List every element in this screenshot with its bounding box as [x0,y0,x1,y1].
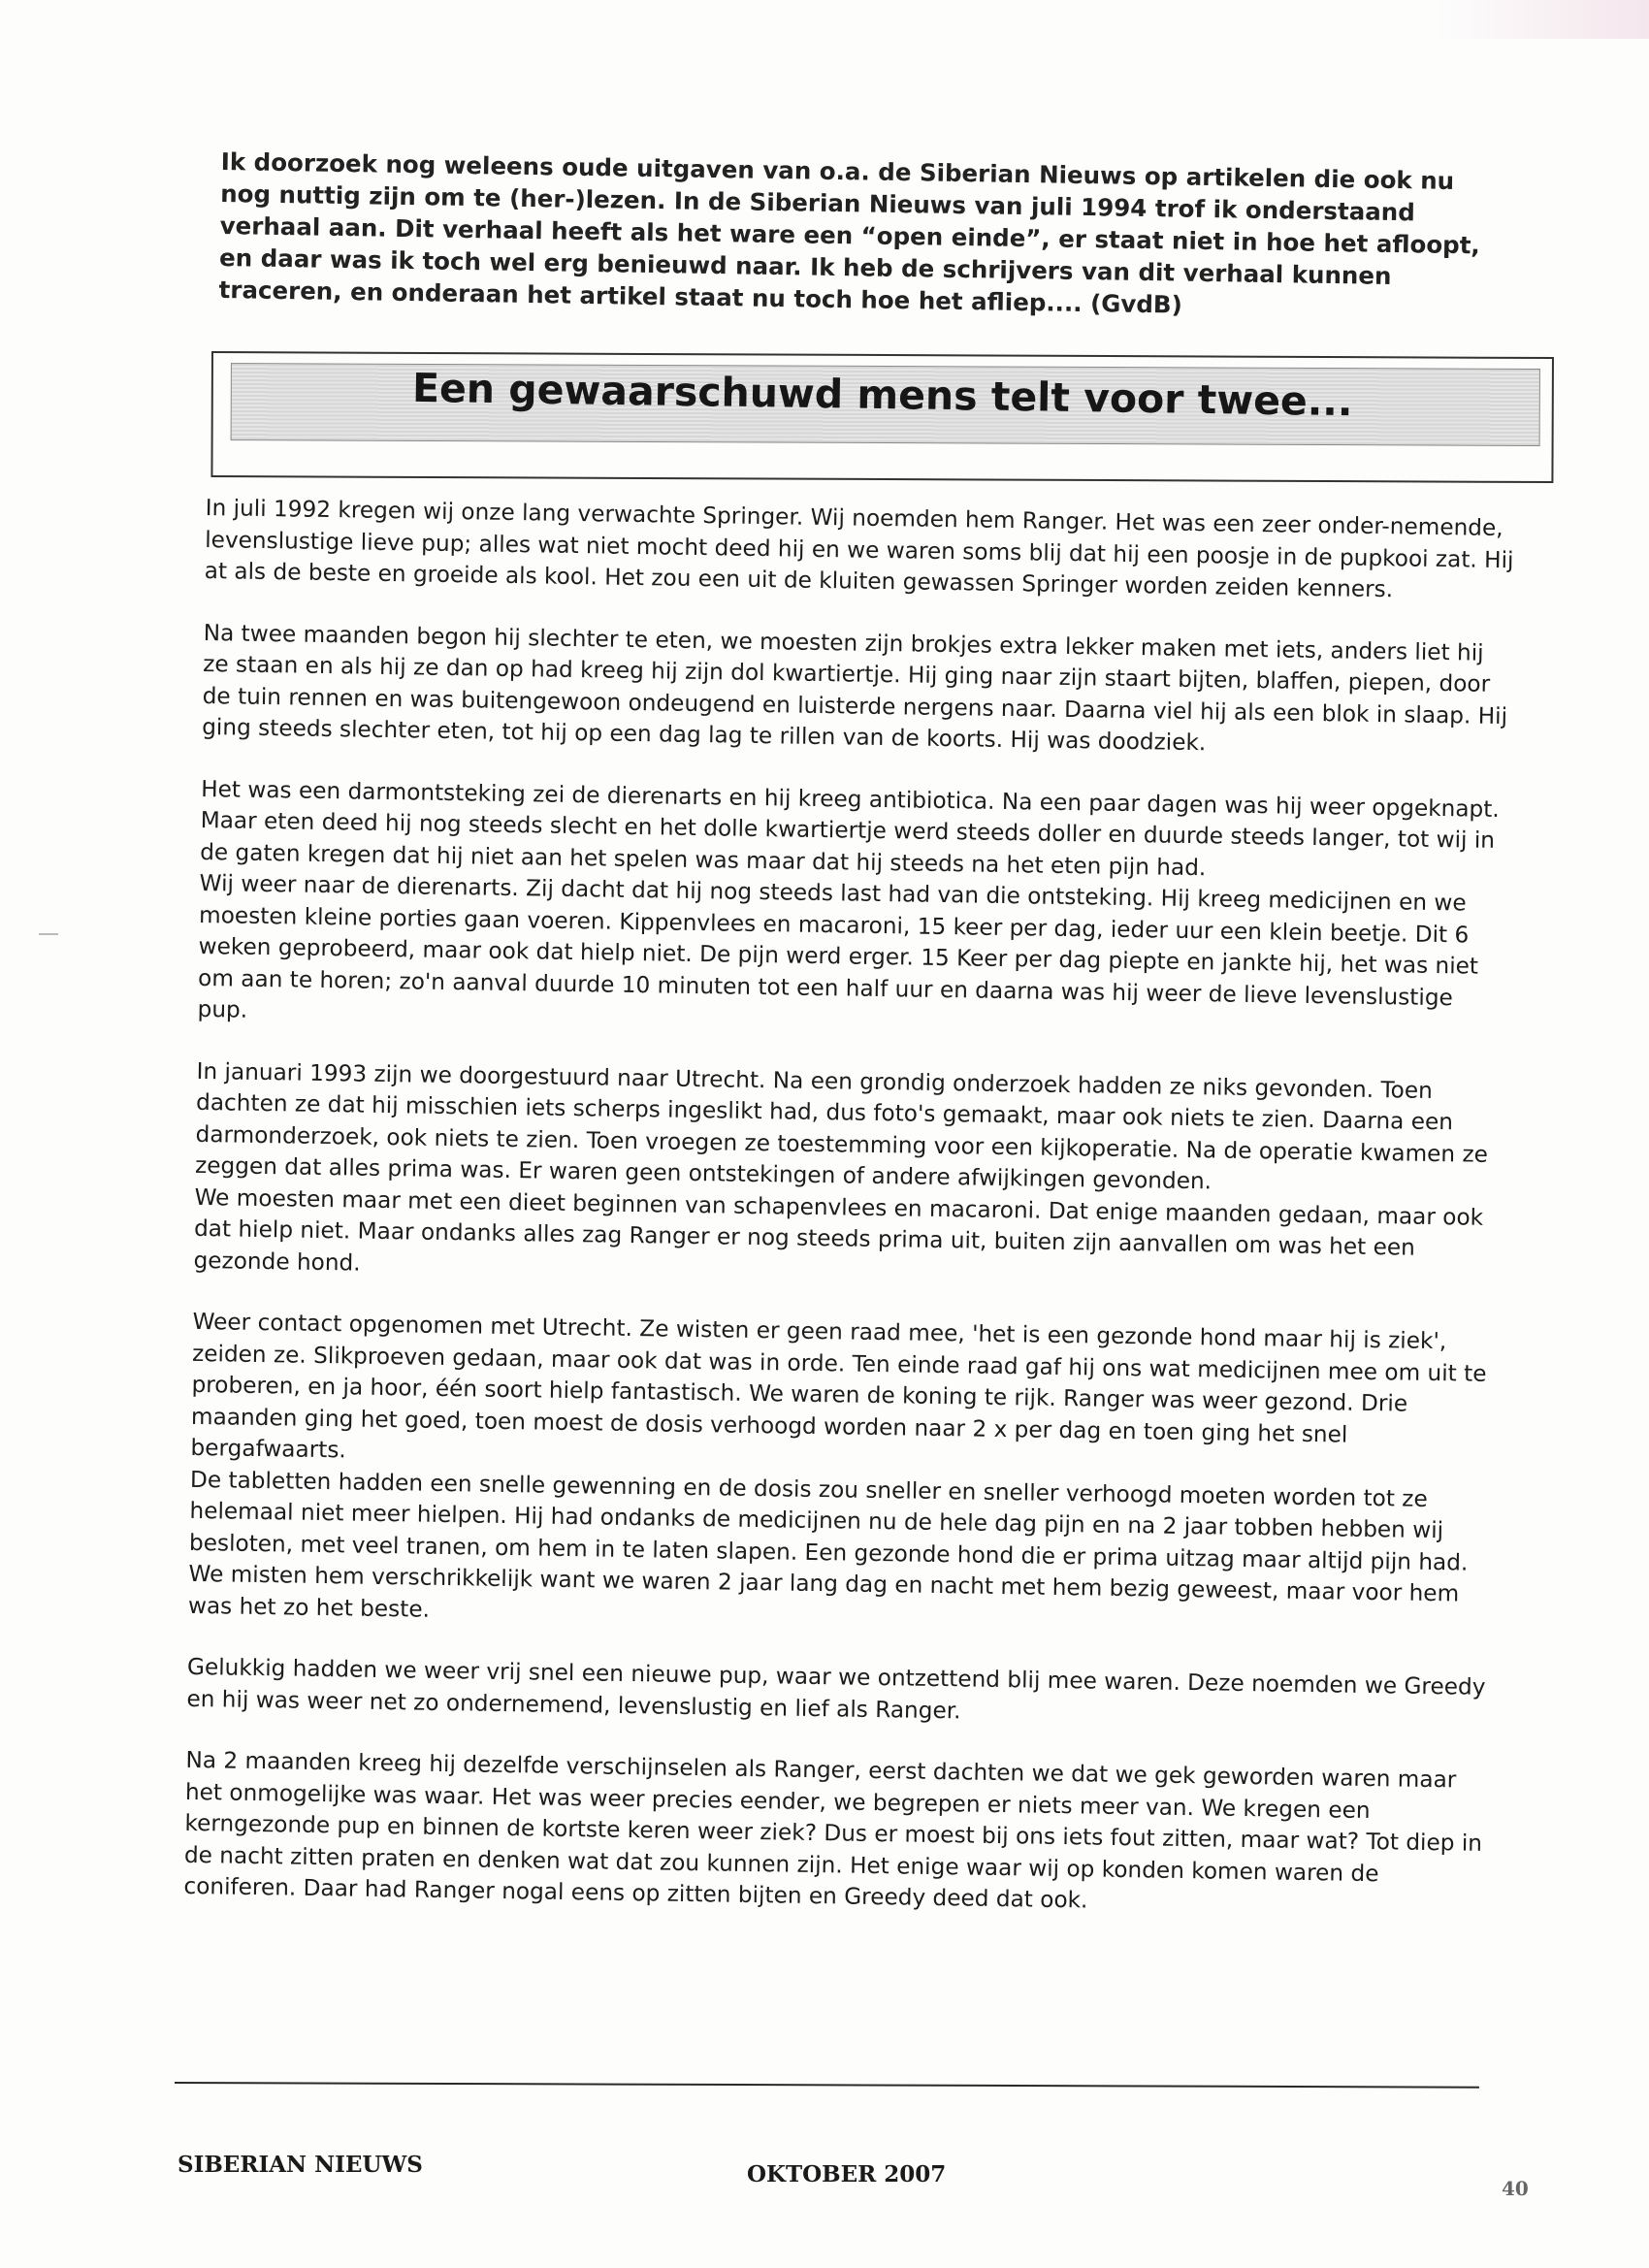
article-paragraph: Wij weer naar de dierenarts. Zij dacht dat hij nog steeds last had van die ontsteking. Hij kreeg medicijnen en we moesten kleine porties gaan voeren. Kippenvlees en macaroni, 15 keer per dag, ieder uur een klein beetje. Dit 6 weken geprobeerd, maar ook dat hielp niet. De pijn werd erger. 15 Keer per dag piepte en jankte hij, het was niet om aan te horen; zo'n aanval duurde 10 minuten tot een half uur en daarna was hij weer de lieve levenslustige pup. [197,869,1479,1023]
article-body [183,493,1517,1954]
publication-name: SIBERIAN NIEUWS [178,2152,423,2178]
article-title: Een gewaarschuwd mens telt voor twee... [411,364,1353,426]
article-paragraph: In januari 1993 zijn we doorgestuurd naar Utrecht. Na een grondig onderzoek hadden ze niks gevonden. Toen dachten ze dat hij misschien iets scherps ingeslikt had, dus foto's gemaakt, maar ook niets te zien. Daarna een darmonderzoek, ook niets te zien. Toen vroegen ze toestemming voor een kijkoperatie. Na de operatie kwamen ze zeggen dat alles prima was. Er waren geen ontstekingen of andere afwijkingen gevonden. [194,1057,1489,1195]
article-paragraph: In juli 1992 kregen wij onze lang verwachte Springer. Wij noemden hem Ranger. Het was een zeer onder-nemende, levenslustige lieve pup; alles wat niet mocht deed hij en we waren soms blij dat hij een poosje in de pupkooi zat. Hij at als de beste en groeide als kool. Het zou een uit de kluiten gewassen Springer worden zeiden kenners. [204,494,1514,603]
footer-rule [175,2082,1479,2089]
article-paragraph: Na twee maanden begon hij slechter te eten, we moesten zijn brokjes extra lekker maken met iets, anders liet hij ze staan en als hij ze dan op had kreeg hij zijn dol kwartiertje. Hij ging naar zijn staart bijten, blaffen, piepen, door de tuin rennen en was buitengewoon ondeugend en luisterde nergens naar. Daarna viel hij als een blok in slaap. Hij ging steeds slechter eten, tot hij op een dag lag te rillen van de koorts. Hij was doodziek. [201,619,1508,757]
editor-intro: Ik doorzoek nog weleens oude uitgaven van o.a. de Siberian Nieuws op artikelen die ook nu nog nuttig zijn om te (her-)lezen. In de Siberian Nieuws van juli 1994 trof ik onderstaand verhaal aan. Dit verhaal heeft als het ware een “open einde”, er staat niet in hoe het afloopt, en daar was ik toch wel erg benieuwd naar. Ik heb de schrijvers van dit verhaal kunnen traceren, en onderaan het artikel staat nu toch hoe het afliep.... (GvdB) [218,146,1480,319]
article-paragraph: We moesten maar met een dieet beginnen van schapenvlees en macaroni. Dat enige maanden gedaan, maar ook dat hielp niet. Maar ondanks alles zag Ranger er nog steeds prima uit, buiten zijn aanvallen om was het een gezonde hond. [193,1183,1484,1277]
article-paragraph: Gelukkig hadden we weer vrij snel een nieuwe pup, waar we ontzettend blij mee waren. Deze noemden we Greedy en hij was weer net zo ondernemend, levenslustig en lief als Ranger. [186,1653,1486,1724]
article-paragraph: Na 2 maanden kreeg hij dezelfde verschijnselen als Ranger, eerst dachten we dat we gek geworden waren maar het onmogelijke was waar. Het was weer precies eender, we begrepen er niets meer van. We kregen een kerngezonde pup en binnen de kortste keren weer ziek? Dus er moest bij ons iets fout zitten, maar wat? Tot diep in de nacht zitten praten en denken wat dat zou kunnen zijn. Het enige waar wij op konden komen waren de coniferen. Daar had Ranger nogal eens op zitten bijten en Greedy deed dat ook. [183,1746,1483,1914]
article-paragraph: Het was een darmontsteking zei de dierenarts en hij kreeg antibiotica. Na een paar dagen was hij weer opgeknapt. Maar eten deed hij nog steeds slecht en het dolle kwartiertje werd steeds doller en duurde steeds langer, tot wij in de gaten kregen dat hij niet aan het spelen was maar dat hij steeds na het eten pijn had. [199,775,1500,881]
margin-mark [39,933,58,935]
article-paragraph: De tabletten hadden een snelle gewenning en de dosis zou sneller en sneller verhoogd moeten worden tot ze helemaal niet meer hielpen. Hij had ondanks de medicijnen nu de hele dag pijn en na 2 jaar tobben hebben wij besloten, met veel tranen, om hem in te laten slapen. Een gezonde hond die er prima uitzag maar altijd pijn had. We misten hem verschrikkelijk want we waren 2 jaar lang dag en nacht met hem bezig geweest, maar voor hem was het zo het beste. [187,1466,1469,1623]
scan-edge-tint [1436,0,1649,39]
article-title-box [210,351,1554,483]
article-paragraph: Weer contact opgenomen met Utrecht. Ze wisten er geen raad mee, 'het is een gezonde hond maar hij is ziek', zeiden ze. Slikproeven gedaan, maar ook dat was in orde. Ten einde raad gaf hij ons wat medicijnen mee om uit te proberen, en ja hoor, één soort hielp fantastisch. We waren de koning te rijk. Ranger was weer gezond. Drie maanden ging het goed, toen moest de dosis verhoogd worden naar 2 x per dag en toen ging het snel bergafwaarts. [190,1308,1487,1464]
issue-date: OKTOBER 2007 [747,2161,947,2187]
page-number: 40 [1502,2177,1529,2200]
